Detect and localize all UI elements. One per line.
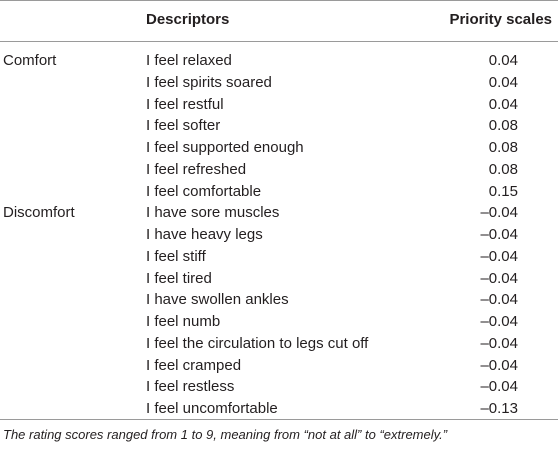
table-row bbox=[0, 289, 558, 311]
table-bottom-rule bbox=[0, 419, 558, 420]
row-priority-value: 0.08 bbox=[488, 139, 518, 156]
table-header-rule bbox=[0, 41, 558, 42]
table-row bbox=[0, 246, 558, 268]
row-descriptor: I have heavy legs bbox=[146, 226, 263, 243]
row-priority-value: 0.04 bbox=[488, 95, 518, 113]
row-descriptor: I have sore muscles bbox=[146, 204, 280, 222]
table-row bbox=[0, 181, 558, 203]
table-row bbox=[0, 398, 558, 420]
row-descriptor: I feel supported enough bbox=[146, 139, 304, 156]
row-descriptor: I feel softer bbox=[146, 117, 221, 135]
row-descriptor: I feel restful bbox=[146, 95, 224, 113]
row-priority-value: –0.04 bbox=[480, 226, 518, 243]
row-priority-value: –0.04 bbox=[480, 269, 518, 287]
row-priority-value: 0.15 bbox=[488, 182, 518, 200]
table-row bbox=[0, 72, 558, 94]
row-descriptor: I feel restless bbox=[146, 378, 235, 396]
table-row bbox=[0, 268, 558, 290]
row-priority-value: 0.04 bbox=[488, 73, 518, 91]
table-row bbox=[0, 355, 558, 377]
row-descriptor: I feel comfortable bbox=[146, 182, 262, 200]
row-priority-value: –0.04 bbox=[480, 247, 518, 265]
row-priority-value: –0.04 bbox=[480, 356, 518, 374]
header-priority-scales: Priority scales bbox=[449, 11, 552, 28]
row-descriptor: I feel relaxed bbox=[146, 52, 232, 69]
row-priority-value: –0.04 bbox=[480, 378, 518, 396]
table-row bbox=[0, 94, 558, 116]
row-descriptor: I feel cramped bbox=[146, 356, 242, 374]
table-row bbox=[0, 137, 558, 159]
row-descriptor: I feel refreshed bbox=[146, 160, 247, 178]
row-priority-value: 0.04 bbox=[488, 52, 518, 69]
row-priority-value: –0.04 bbox=[480, 313, 518, 330]
table-row bbox=[0, 224, 558, 246]
table-body bbox=[0, 50, 558, 420]
row-descriptor: I feel uncomfortable bbox=[146, 400, 278, 417]
row-priority-value: 0.08 bbox=[488, 160, 518, 178]
row-category: Comfort bbox=[3, 52, 57, 69]
table-row bbox=[0, 50, 558, 72]
row-category: Discomfort bbox=[3, 204, 75, 222]
table-row bbox=[0, 333, 558, 355]
row-priority-value: –0.04 bbox=[480, 334, 518, 352]
row-priority-value: –0.04 bbox=[480, 204, 518, 222]
row-descriptor: I feel stiff bbox=[146, 247, 206, 265]
table-footnote: The rating scores ranged from 1 to 9, meaning from “not at all” to “extremely.” bbox=[3, 427, 448, 442]
header-descriptors: Descriptors bbox=[146, 11, 230, 28]
table-row bbox=[0, 115, 558, 137]
row-descriptor: I have swollen ankles bbox=[146, 291, 289, 309]
row-priority-value: –0.13 bbox=[480, 400, 518, 417]
row-descriptor: I feel spirits soared bbox=[146, 73, 272, 91]
table-row bbox=[0, 159, 558, 181]
table-top-rule bbox=[0, 0, 558, 1]
table-row bbox=[0, 376, 558, 398]
table-row bbox=[0, 311, 558, 333]
row-descriptor: I feel tired bbox=[146, 269, 212, 287]
table-row bbox=[0, 202, 558, 224]
row-descriptor: I feel the circulation to legs cut off bbox=[146, 334, 369, 352]
row-descriptor: I feel numb bbox=[146, 313, 221, 330]
row-priority-value: 0.08 bbox=[488, 117, 518, 135]
row-priority-value: –0.04 bbox=[480, 291, 518, 309]
